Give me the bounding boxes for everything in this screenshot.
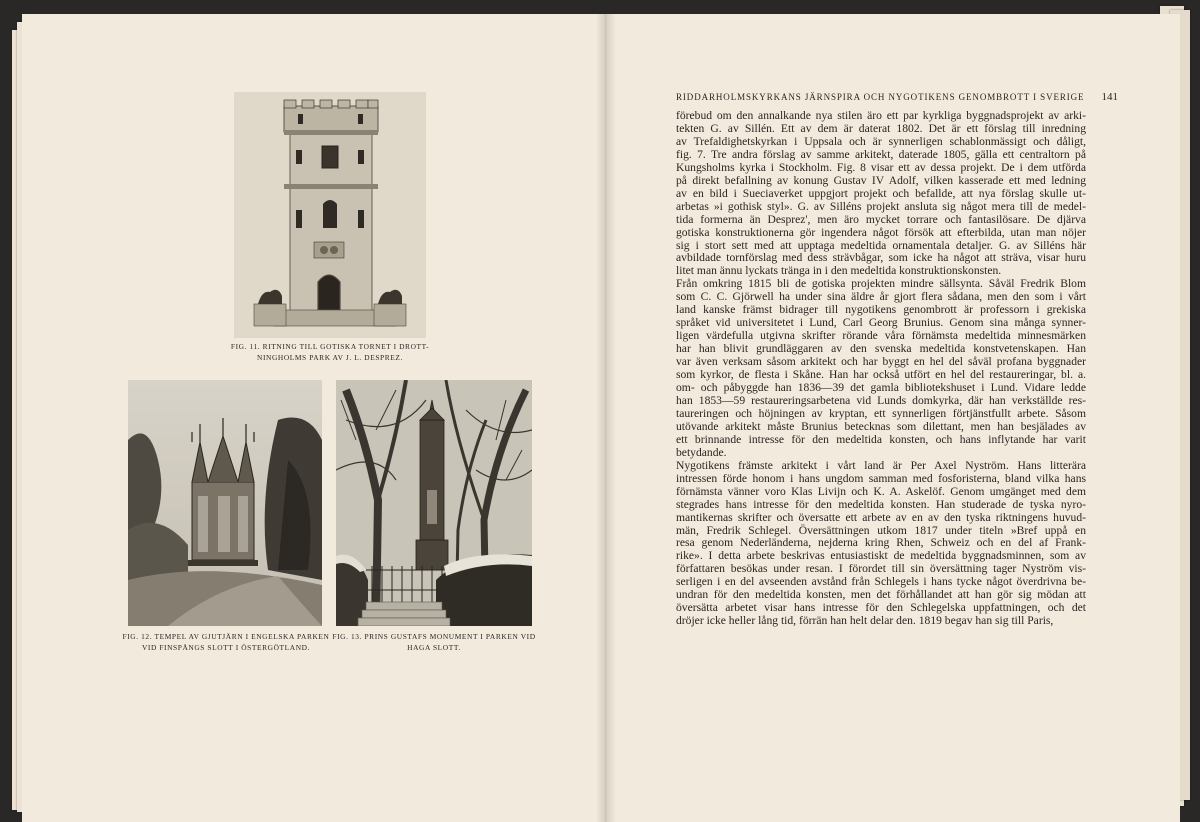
text-line: har han blivit grundläggaren av den svenska medeltida konstvetenskapen. Han bbox=[676, 342, 1086, 356]
text-line: stegrades hans intresse för den medeltida konsten. Han studerade de tyska nyro- bbox=[676, 497, 1086, 511]
figure-11-tower-drawing bbox=[234, 92, 426, 338]
text-line: land kanske främst bidrager till nygotikens genombrott är professorn i grekiska bbox=[676, 303, 1086, 317]
text-line: var även verksam såsom arkitekt och har byggt en hel del såväl profana byggnader bbox=[676, 355, 1086, 369]
text-line: av Trefaldighetskyrkan i Uppsala och är synnerligen schablonmässigt och dåligt, bbox=[676, 134, 1086, 148]
text-line: ett brinnande intresse för den medeltida konsten, och hans inflytande har varit bbox=[676, 432, 1086, 446]
text-line: om- och påbyggde han 1836—39 det gamla bibliotekshuset i Lund. Vidare ledde bbox=[676, 381, 1086, 395]
text-line: intressen förde honom i hans ungdom samman med fosforisterna, bland vilka hans bbox=[676, 471, 1086, 485]
text-line: taureringen och höjningen av kryptan, ett synnerligen förtjänstfullt arbete. Såsom bbox=[676, 406, 1086, 420]
figure-11-caption-line-1: FIG. 11. RITNING TILL GOTISKA TORNET I DROTT- bbox=[230, 342, 430, 351]
text-line: förnämsta vänner voro Klas Livijn och K. A. Askelöf. Genom umgänget med dem bbox=[676, 484, 1086, 498]
text-line: Nygotikens främste arkitekt i vårt land är Per Axel Nyström. Hans litterära bbox=[676, 458, 1086, 472]
text-line: undran för den medeltida konsten, men det förhållandet att han gör sig mödan att bbox=[676, 588, 1086, 602]
text-line: förebud om den annalkande nya stilen äro ett par kyrkliga byggnadsprojekt av arki- bbox=[676, 109, 1086, 122]
text-line: författaren besökas under resan. I förordet till sin översättning tager Nyström vis- bbox=[676, 562, 1086, 576]
text-line: språket vid universitetet i Lund, Carl Georg Brunius. Genom sina många synner- bbox=[676, 316, 1086, 330]
figure-13-monument-photo bbox=[336, 380, 532, 626]
text-line: Kungsholms kyrka i Stockholm. Fig. 8 visar ett av dessa projekt. De i dem utförda bbox=[676, 160, 1086, 174]
text-line: Från omkring 1815 bli de gotiska projekten mindre sällsynta. Såväl Fredrik Blom bbox=[676, 277, 1086, 291]
figure-11-caption bbox=[214, 342, 446, 363]
text-line: dröjer icke heller lång tid, förrän han helt delar den. 1819 begav han sig till Paris, bbox=[676, 614, 1054, 628]
text-line: sig i stort sett med att upptaga medeltida ornamentala detaljer. G. av Silléns här bbox=[676, 238, 1086, 252]
text-line: som C. C. Gjörwell ha under sina äldre år gjort flera sådana, men den som i vårt bbox=[676, 290, 1086, 304]
figure-12-temple-photo bbox=[128, 380, 322, 626]
book-gutter bbox=[596, 14, 616, 822]
running-head-title: RIDDARHOLMSKYRKANS JÄRNSPIRA OCH NYGOTIKENS GENOMBROTT I SVERIGE bbox=[676, 92, 1085, 102]
text-line: arbetas »i gothisk styl». G. av Silléns projekt ansluta sig något mera till de medel- bbox=[676, 199, 1086, 213]
figure-12-caption-line-1: FIG. 12. TEMPEL AV GJUTJÄRN I ENGELSKA PARKEN bbox=[122, 632, 330, 641]
text-line: översätta arbetet visar hans intresse för den Schlegelska uppfattningen, och det bbox=[676, 601, 1086, 615]
text-line: utövande arkitekt måste Brunius betecknas som dilettant, men han besjälades av bbox=[676, 419, 1086, 433]
text-line: rike». I detta arbete beskrivas entusiastiskt de medeltida byggnadsminnen, som av bbox=[676, 549, 1086, 563]
text-line: som kyrkor, de flesta i Skåne. Han har också utfört en hel del restaureringar, bl. a. bbox=[676, 368, 1086, 382]
text-line: serligen i en del avseenden avstånd från Schlegels i hans tycke något överdrivna be- bbox=[676, 575, 1086, 589]
figure-11-caption-line-2: NINGHOLMS PARK AV J. L. DESPREZ. bbox=[257, 352, 403, 362]
figure-13-caption-line-2: HAGA SLOTT. bbox=[407, 642, 461, 652]
text-line: betydande. bbox=[676, 445, 727, 459]
text-line: tekten G. av Sillén. Ett av dem är daterat 1802. Det är ett förslag till inredning bbox=[676, 121, 1086, 135]
text-line: på direkt befallning av konung Gustav IV Adolf, vilken kasserade ett med ledning bbox=[676, 173, 1086, 187]
page-number: 141 bbox=[1101, 91, 1118, 103]
running-head bbox=[676, 91, 1118, 103]
text-line: ligen värdefulla utgivna skrifter rörande våra förnämsta medeltida minnesmärken bbox=[676, 329, 1086, 343]
body-text-column bbox=[676, 110, 1086, 628]
text-line: litet man ännu lyckats tränga in i den medeltida konstruktionskonsten. bbox=[676, 264, 1002, 278]
figure-12-caption-line-2: VID FINSPÅNGS SLOTT I ÖSTERGÖTLAND. bbox=[141, 642, 311, 652]
text-line: gotiska konstruktionerna gör ingendera något försök att efterbilda, utan man nöjer bbox=[676, 225, 1086, 239]
text-line: fig. 7. Tre andra förslag av samme arkitekt, daterade 1805, gälla ett centraltorn på bbox=[676, 147, 1086, 161]
text-line: tida formerna än Desprez', men äro mycket torrare och fantasilösare. De djärva bbox=[676, 212, 1086, 226]
figure-12-caption bbox=[114, 632, 338, 653]
text-line: mantikernas skrifter och översatte ett arbete av en av den tyska riktningens huvud- bbox=[676, 510, 1086, 524]
text-line: män, Fredrik Schlegel. Översättningen utkom 1817 under titeln »Bref uppå en bbox=[676, 523, 1086, 537]
figure-13-caption bbox=[330, 632, 538, 653]
text-line: resa genom Nederländerna, nejderna kring Rhen, Schweiz och en del af Frank- bbox=[676, 536, 1086, 550]
text-line: av en bild i Sueciaverket uppgjort projekt och befallde, att nya förslag skulle ut- bbox=[676, 186, 1086, 200]
text-line: han 1853—59 restaureringsarbetena vid Lunds domkyrka, där han verkställde res- bbox=[676, 393, 1086, 407]
text-line: avbildade tornförslag med dess strävbågar, som icke ha något att sträva, visar huru bbox=[676, 251, 1086, 265]
figure-13-caption-line-1: FIG. 13. PRINS GUSTAFS MONUMENT I PARKEN VID bbox=[332, 632, 536, 641]
